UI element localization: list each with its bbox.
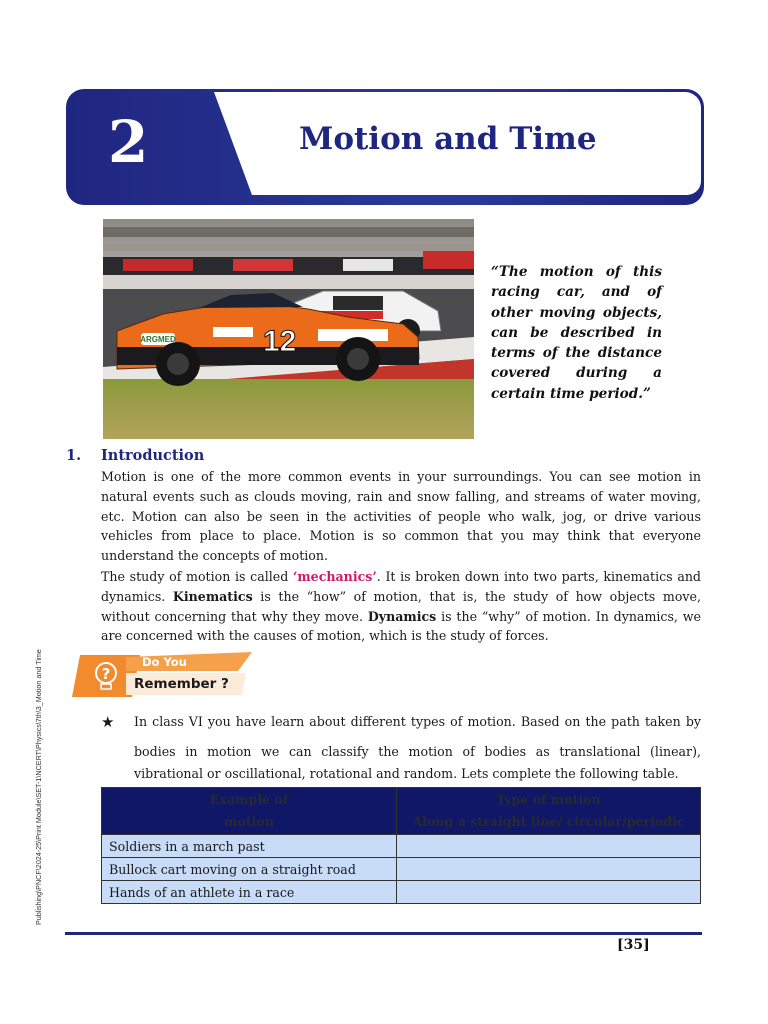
text-fragment: . It is broken down into two parts, kinematics and dynamics. bbox=[101, 569, 701, 604]
racing-car-photo bbox=[103, 219, 474, 439]
star-bullet-icon: ★ bbox=[101, 713, 115, 731]
example-cell: Bullock cart moving on a straight road bbox=[102, 858, 397, 881]
bullet-paragraph bbox=[134, 712, 701, 785]
text-fragment: The study of motion is called bbox=[101, 569, 293, 584]
text-fragment: is the “why” of motion. In dynamics, we are concerned with the causes of motion, which is the study of forces. bbox=[101, 608, 701, 644]
photo-caption-quote: “The motion of this racing car, and of other moving objects, can be described in terms of the distance covered during a certain time period.” bbox=[491, 264, 662, 402]
section-heading bbox=[66, 447, 204, 464]
table-row bbox=[102, 881, 701, 904]
page-number: [35] bbox=[617, 937, 650, 953]
bullet-line-1: In class VI you have learn about different types of motion. Based on the path taken by bbox=[134, 714, 701, 729]
table-row bbox=[102, 858, 701, 881]
type-answer-cell[interactable] bbox=[397, 835, 701, 858]
kinematics-term: Kinematics bbox=[172, 588, 253, 604]
chapter-number: 2 bbox=[108, 108, 149, 176]
table-row bbox=[102, 835, 701, 858]
section-title: Introduction bbox=[101, 447, 205, 464]
svg-text:?: ? bbox=[101, 665, 111, 683]
do-you-remember-badge bbox=[70, 649, 260, 699]
header-line: Type of motion bbox=[496, 792, 601, 807]
intro-paragraph-2 bbox=[101, 567, 701, 646]
mechanics-term: ‘mechanics’ bbox=[292, 569, 377, 584]
header-line: Example of bbox=[209, 792, 289, 807]
header-line: motion bbox=[224, 814, 274, 829]
footer-divider bbox=[65, 932, 702, 935]
car-sponsor-text: ARGMED bbox=[140, 335, 176, 344]
example-cell: Hands of an athlete in a race bbox=[102, 881, 397, 904]
section-number: 1. bbox=[66, 447, 82, 464]
file-path-sidebar: Publishing\PNCF\2024-25\Print Module\SET-1\NCERT\Physics\7th\3_Motion and Time bbox=[34, 649, 43, 925]
bullet-line-rest: bodies in motion we can classify the motion of bodies as translational (linear), vibrational or oscillational, rotational and random. Lets complete the following table. bbox=[134, 744, 701, 781]
car-number: 12 bbox=[263, 325, 297, 358]
example-cell: Soldiers in a march past bbox=[102, 835, 397, 858]
motion-table bbox=[101, 787, 701, 904]
intro-paragraph-1: Motion is one of the more common events in your surroundings. You can see motion in natural events such as clouds moving, rain and snow falling, and streams of water moving, etc. Motion can also be seen in the activities of people who walk, jog, or drive various vehicles from place to place. Motion is so common that you may think that everyone understand the concepts of motion. bbox=[101, 469, 701, 564]
chapter-title: Motion and Time bbox=[299, 121, 597, 157]
column-header-type bbox=[397, 788, 701, 835]
table-header-row bbox=[102, 788, 701, 835]
remember-line-2: Remember ? bbox=[134, 676, 229, 692]
column-header-example bbox=[102, 788, 397, 835]
type-answer-cell[interactable] bbox=[397, 881, 701, 904]
header-line: Along a straight line/ circular/periodic bbox=[412, 814, 685, 829]
remember-line-1: Do You bbox=[142, 655, 187, 669]
dynamics-term: Dynamics bbox=[367, 608, 437, 624]
type-answer-cell[interactable] bbox=[397, 858, 701, 881]
text-fragment: is the “how” of motion, that is, the study of how objects move, without concerning that why they move. bbox=[101, 588, 701, 624]
